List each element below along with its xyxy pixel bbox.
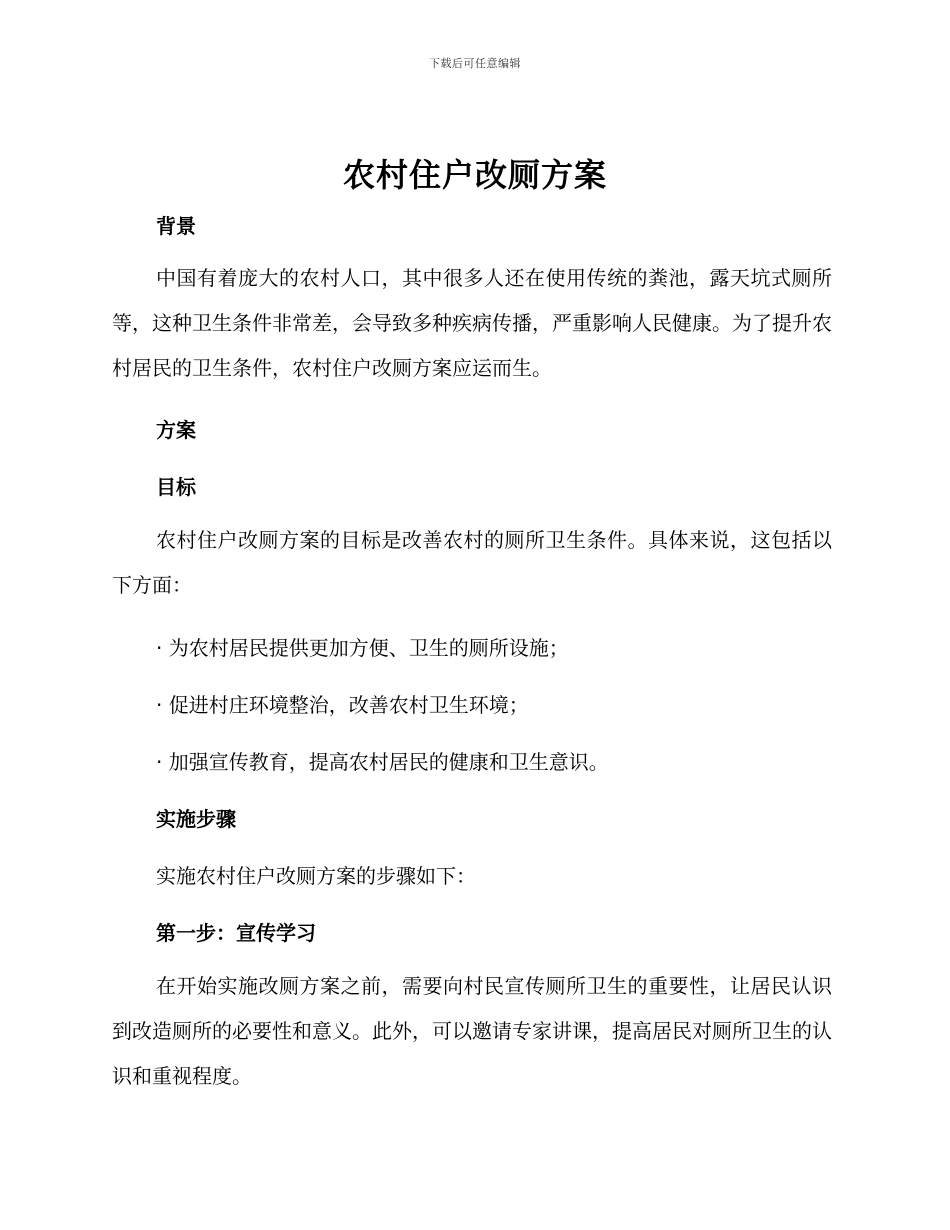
header-note: 下载后可任意编辑 [429, 57, 521, 70]
step1-paragraph: 在开始实施改厕方案之前，需要向村民宣传厕所卫生的重要性，让居民认识到改造厕所的必要性和意义。此外，可以邀请专家讲课，提高居民对厕所卫生的认识和重视程度。 [112, 974, 832, 1088]
section-heading-steps: 实施步骤 [156, 807, 236, 831]
goal-paragraph: 农村住户改厕方案的目标是改善农村的厕所卫生条件。具体来说，这包括以下方面： [112, 528, 832, 597]
steps-intro: 实施农村住户改厕方案的步骤如下： [156, 864, 476, 888]
background-paragraph: 中国有着庞大的农村人口，其中很多人还在使用传统的粪池，露天坑式厕所等，这种卫生条件非常差，会导致多种疾病传播，严重影响人民健康。为了提升农村居民的卫生条件，农村住户改厕方案应运而生。 [112, 266, 832, 380]
list-item: · 加强宣传教育，提高农村居民的健康和卫生意识。 [156, 750, 609, 774]
list-item: · 促进村庄环境整治，改善农村卫生环境； [156, 693, 529, 717]
list-item: · 为农村居民提供更加方便、卫生的厕所设施； [156, 636, 569, 660]
section-heading-goal: 目标 [156, 475, 196, 499]
section-heading-background: 背景 [156, 214, 196, 238]
document-title: 农村住户改厕方案 [342, 156, 607, 194]
section-heading-step1: 第一步：宣传学习 [156, 921, 316, 945]
section-heading-plan: 方案 [156, 418, 196, 442]
